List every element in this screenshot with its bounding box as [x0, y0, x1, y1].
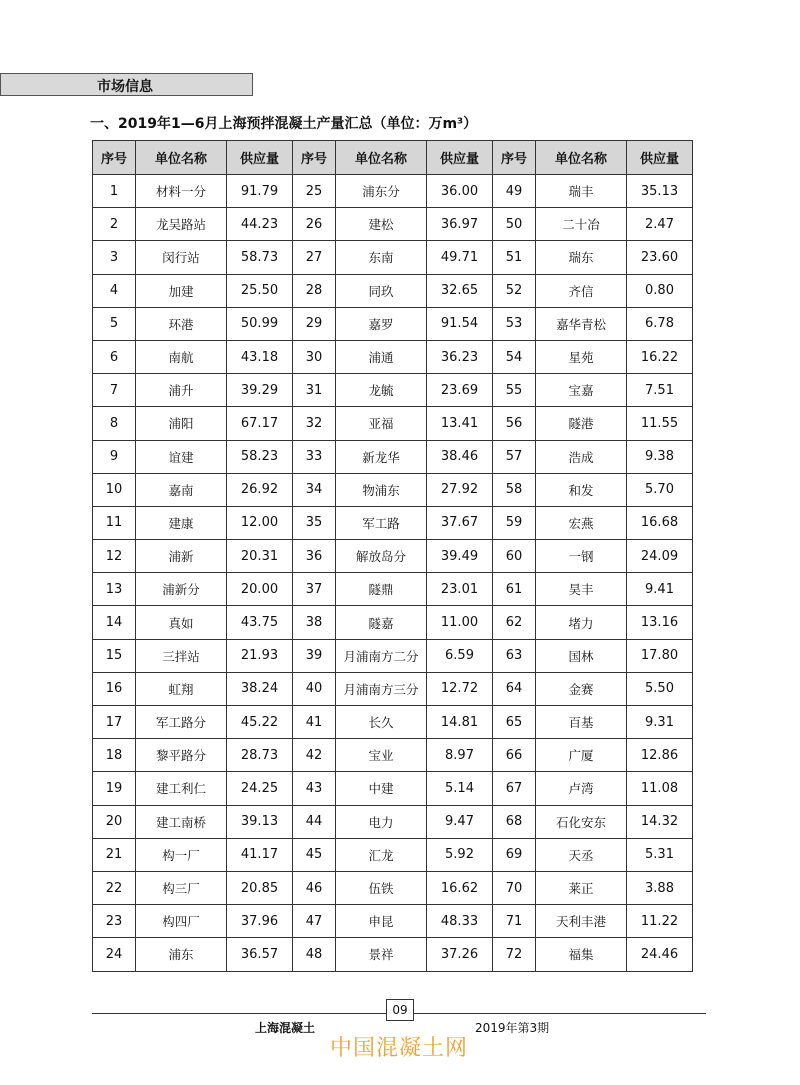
- table-row: [93, 606, 693, 639]
- table-cell: 一钢: [536, 540, 627, 573]
- table-cell: 中建: [336, 772, 427, 805]
- table-cell: 61: [493, 573, 536, 606]
- table-cell: 15: [93, 639, 136, 672]
- table-cell: 62: [493, 606, 536, 639]
- table-cell: 17: [93, 706, 136, 739]
- table-cell: 军工路: [336, 506, 427, 539]
- table-row: [93, 706, 693, 739]
- table-cell: 44.23: [227, 208, 293, 241]
- table-cell: 25.50: [227, 274, 293, 307]
- table-cell: 34: [293, 473, 336, 506]
- table-cell: 37: [293, 573, 336, 606]
- table-cell: 27.92: [427, 473, 493, 506]
- table-row: [93, 506, 693, 539]
- table-cell: 67: [493, 772, 536, 805]
- table-row: [93, 374, 693, 407]
- table-cell: 5.92: [427, 838, 493, 871]
- table-cell: 39.49: [427, 540, 493, 573]
- table-cell: 23.69: [427, 374, 493, 407]
- table-cell: 构一厂: [136, 838, 227, 871]
- table-cell: 65: [493, 706, 536, 739]
- table-cell: 建康: [136, 506, 227, 539]
- table-cell: 22: [93, 871, 136, 904]
- table-cell: 新龙华: [336, 440, 427, 473]
- table-cell: 12.72: [427, 672, 493, 705]
- table-row: [93, 938, 693, 971]
- table-cell: 隧港: [536, 407, 627, 440]
- table-cell: 天丞: [536, 838, 627, 871]
- table-cell: 虹翔: [136, 672, 227, 705]
- table-cell: 24.25: [227, 772, 293, 805]
- table-cell: 环港: [136, 307, 227, 340]
- table-row: [93, 241, 693, 274]
- table-cell: 20.00: [227, 573, 293, 606]
- table-cell: 23.60: [627, 241, 693, 274]
- table-cell: 49: [493, 175, 536, 208]
- table-cell: 电力: [336, 805, 427, 838]
- table-cell: 1: [93, 175, 136, 208]
- table-cell: 54: [493, 340, 536, 373]
- table-cell: 真如: [136, 606, 227, 639]
- table-cell: 26.92: [227, 473, 293, 506]
- table-cell: 20: [93, 805, 136, 838]
- table-row: [93, 208, 693, 241]
- table-cell: 56: [493, 407, 536, 440]
- table-header-cell: 单位名称: [336, 141, 427, 175]
- table-cell: 福集: [536, 938, 627, 971]
- table-body: [93, 175, 693, 972]
- table-cell: 13.16: [627, 606, 693, 639]
- table-row: [93, 805, 693, 838]
- table-cell: 58: [493, 473, 536, 506]
- table-cell: 32.65: [427, 274, 493, 307]
- table-cell: 浦新分: [136, 573, 227, 606]
- table-cell: 31: [293, 374, 336, 407]
- table-cell: 63: [493, 639, 536, 672]
- table-cell: 6.59: [427, 639, 493, 672]
- table-cell: 宝嘉: [536, 374, 627, 407]
- table-cell: 41: [293, 706, 336, 739]
- table-cell: 48.33: [427, 905, 493, 938]
- table-cell: 36.00: [427, 175, 493, 208]
- table-cell: 26: [293, 208, 336, 241]
- table-cell: 百基: [536, 706, 627, 739]
- table-cell: 58.23: [227, 440, 293, 473]
- table-cell: 91.79: [227, 175, 293, 208]
- table-cell: 5.14: [427, 772, 493, 805]
- table-cell: 50.99: [227, 307, 293, 340]
- table-cell: 17.80: [627, 639, 693, 672]
- table-cell: 浦东: [136, 938, 227, 971]
- table-header-cell: 供应量: [627, 141, 693, 175]
- table-cell: 浦阳: [136, 407, 227, 440]
- table-cell: 隧鼎: [336, 573, 427, 606]
- table-cell: 23.01: [427, 573, 493, 606]
- table-cell: 伍铁: [336, 871, 427, 904]
- table-cell: 黎平路分: [136, 739, 227, 772]
- table-cell: 南航: [136, 340, 227, 373]
- page-number: 09: [386, 999, 414, 1021]
- table-cell: 材料一分: [136, 175, 227, 208]
- table-cell: 7.51: [627, 374, 693, 407]
- table-cell: 68: [493, 805, 536, 838]
- table-cell: 龙吴路站: [136, 208, 227, 241]
- table-cell: 42: [293, 739, 336, 772]
- table-cell: 16.22: [627, 340, 693, 373]
- table-cell: 5: [93, 307, 136, 340]
- table-cell: 宝业: [336, 739, 427, 772]
- table-cell: 24.09: [627, 540, 693, 573]
- table-cell: 广厦: [536, 739, 627, 772]
- table-cell: 46: [293, 871, 336, 904]
- table-row: [93, 871, 693, 904]
- table-row: [93, 739, 693, 772]
- table-cell: 11.55: [627, 407, 693, 440]
- table-cell: 36: [293, 540, 336, 573]
- table-cell: 35.13: [627, 175, 693, 208]
- table-cell: 12.00: [227, 506, 293, 539]
- table-cell: 9.38: [627, 440, 693, 473]
- table-cell: 6: [93, 340, 136, 373]
- table-cell: 71: [493, 905, 536, 938]
- table-cell: 30: [293, 340, 336, 373]
- table-cell: 18: [93, 739, 136, 772]
- table-header-cell: 序号: [93, 141, 136, 175]
- table-cell: 25: [293, 175, 336, 208]
- table-cell: 嘉南: [136, 473, 227, 506]
- section-header-label: 市场信息: [97, 79, 153, 95]
- table-cell: 3.88: [627, 871, 693, 904]
- table-cell: 36.57: [227, 938, 293, 971]
- table-row: [93, 340, 693, 373]
- table-cell: 建工南桥: [136, 805, 227, 838]
- table-cell: 11.08: [627, 772, 693, 805]
- table-cell: 隧嘉: [336, 606, 427, 639]
- table-cell: 11.22: [627, 905, 693, 938]
- table-row: [93, 307, 693, 340]
- table-cell: 龙毓: [336, 374, 427, 407]
- table-cell: 浩成: [536, 440, 627, 473]
- table-cell: 43.18: [227, 340, 293, 373]
- table-cell: 52: [493, 274, 536, 307]
- table-cell: 浦新: [136, 540, 227, 573]
- table-cell: 5.50: [627, 672, 693, 705]
- table-cell: 24: [93, 938, 136, 971]
- table-cell: 69: [493, 838, 536, 871]
- table-row: [93, 473, 693, 506]
- table-cell: 27: [293, 241, 336, 274]
- table-cell: 军工路分: [136, 706, 227, 739]
- table-header-cell: 供应量: [427, 141, 493, 175]
- table-cell: 三拌站: [136, 639, 227, 672]
- table-cell: 91.54: [427, 307, 493, 340]
- table-cell: 浦通: [336, 340, 427, 373]
- table-cell: 7: [93, 374, 136, 407]
- table-cell: 6.78: [627, 307, 693, 340]
- table-cell: 14.32: [627, 805, 693, 838]
- table-cell: 建松: [336, 208, 427, 241]
- table-cell: 卢湾: [536, 772, 627, 805]
- table-row: [93, 540, 693, 573]
- table-cell: 闵行站: [136, 241, 227, 274]
- table-row: [93, 905, 693, 938]
- table-row: [93, 175, 693, 208]
- table-cell: 长久: [336, 706, 427, 739]
- table-cell: 39.29: [227, 374, 293, 407]
- table-cell: 同玖: [336, 274, 427, 307]
- table-row: [93, 573, 693, 606]
- table-cell: 37.67: [427, 506, 493, 539]
- footer-rule-right: [412, 1013, 706, 1014]
- table-cell: 10: [93, 473, 136, 506]
- table-cell: 嘉罗: [336, 307, 427, 340]
- table-header-cell: 序号: [493, 141, 536, 175]
- table-cell: 16: [93, 672, 136, 705]
- table-cell: 14: [93, 606, 136, 639]
- table-cell: 昊丰: [536, 573, 627, 606]
- table-cell: 8: [93, 407, 136, 440]
- table-cell: 21: [93, 838, 136, 871]
- table-cell: 天利丰港: [536, 905, 627, 938]
- table-cell: 5.31: [627, 838, 693, 871]
- table-cell: 66: [493, 739, 536, 772]
- table-cell: 齐信: [536, 274, 627, 307]
- table-cell: 48: [293, 938, 336, 971]
- table-row: [93, 440, 693, 473]
- table-cell: 5.70: [627, 473, 693, 506]
- table-cell: 40: [293, 672, 336, 705]
- table-cell: 景祥: [336, 938, 427, 971]
- table-cell: 建工利仁: [136, 772, 227, 805]
- table-cell: 35: [293, 506, 336, 539]
- table-cell: 瑞丰: [536, 175, 627, 208]
- table-cell: 29: [293, 307, 336, 340]
- table-cell: 申昆: [336, 905, 427, 938]
- table-cell: 39.13: [227, 805, 293, 838]
- table-row: [93, 838, 693, 871]
- table-cell: 33: [293, 440, 336, 473]
- table-cell: 物浦东: [336, 473, 427, 506]
- table-cell: 16.62: [427, 871, 493, 904]
- table-title: 一、2019年1—6月上海预拌混凝土产量汇总（单位：万m³）: [90, 116, 478, 132]
- table-cell: 二十冶: [536, 208, 627, 241]
- table-cell: 14.81: [427, 706, 493, 739]
- table-row: [93, 639, 693, 672]
- section-header: [0, 73, 253, 96]
- table-cell: 57: [493, 440, 536, 473]
- table-cell: 38: [293, 606, 336, 639]
- table-cell: 莱正: [536, 871, 627, 904]
- footer-rule-left: [92, 1013, 386, 1014]
- table-cell: 72: [493, 938, 536, 971]
- table-row: [93, 672, 693, 705]
- table-cell: 月浦南方二分: [336, 639, 427, 672]
- table-cell: 谊建: [136, 440, 227, 473]
- table-cell: 堵力: [536, 606, 627, 639]
- table-cell: 38.46: [427, 440, 493, 473]
- table-cell: 9.47: [427, 805, 493, 838]
- table-cell: 构四厂: [136, 905, 227, 938]
- table-row: [93, 772, 693, 805]
- table-cell: 53: [493, 307, 536, 340]
- table-cell: 11: [93, 506, 136, 539]
- table-cell: 宏燕: [536, 506, 627, 539]
- watermark: 中国混凝土网: [330, 1036, 469, 1061]
- table-header-cell: 单位名称: [536, 141, 627, 175]
- table-header-cell: 单位名称: [136, 141, 227, 175]
- table-cell: 12.86: [627, 739, 693, 772]
- table-cell: 28.73: [227, 739, 293, 772]
- table-row: [93, 407, 693, 440]
- table-cell: 瑞东: [536, 241, 627, 274]
- table-cell: 9: [93, 440, 136, 473]
- issue-number: 2019年第3期: [475, 1021, 550, 1035]
- table-cell: 亚福: [336, 407, 427, 440]
- table-cell: 11.00: [427, 606, 493, 639]
- table-cell: 32: [293, 407, 336, 440]
- table-cell: 45: [293, 838, 336, 871]
- table-cell: 4: [93, 274, 136, 307]
- table-cell: 20.31: [227, 540, 293, 573]
- table-cell: 23: [93, 905, 136, 938]
- table-cell: 64: [493, 672, 536, 705]
- table-header-cell: 序号: [293, 141, 336, 175]
- production-table: [92, 140, 693, 972]
- table-cell: 9.31: [627, 706, 693, 739]
- table-cell: 55: [493, 374, 536, 407]
- table-cell: 2.47: [627, 208, 693, 241]
- table-cell: 8.97: [427, 739, 493, 772]
- table-cell: 12: [93, 540, 136, 573]
- table-cell: 24.46: [627, 938, 693, 971]
- table-cell: 20.85: [227, 871, 293, 904]
- table-cell: 58.73: [227, 241, 293, 274]
- table-cell: 月浦南方三分: [336, 672, 427, 705]
- table-cell: 金赛: [536, 672, 627, 705]
- table-cell: 构三厂: [136, 871, 227, 904]
- table-cell: 和发: [536, 473, 627, 506]
- table-cell: 国林: [536, 639, 627, 672]
- table-cell: 43: [293, 772, 336, 805]
- table-cell: 13.41: [427, 407, 493, 440]
- table-cell: 16.68: [627, 506, 693, 539]
- table-cell: 13: [93, 573, 136, 606]
- table-cell: 43.75: [227, 606, 293, 639]
- table-row: [93, 274, 693, 307]
- table-cell: 39: [293, 639, 336, 672]
- table-cell: 38.24: [227, 672, 293, 705]
- table-cell: 石化安东: [536, 805, 627, 838]
- table-cell: 21.93: [227, 639, 293, 672]
- table-cell: 45.22: [227, 706, 293, 739]
- table-cell: 2: [93, 208, 136, 241]
- table-cell: 28: [293, 274, 336, 307]
- table-cell: 37.96: [227, 905, 293, 938]
- table-cell: 0.80: [627, 274, 693, 307]
- table-cell: 星苑: [536, 340, 627, 373]
- table-cell: 36.23: [427, 340, 493, 373]
- table-cell: 51: [493, 241, 536, 274]
- table-cell: 67.17: [227, 407, 293, 440]
- table-cell: 嘉华青松: [536, 307, 627, 340]
- table-cell: 东南: [336, 241, 427, 274]
- table-header-row: [93, 141, 693, 175]
- table-cell: 59: [493, 506, 536, 539]
- table-cell: 60: [493, 540, 536, 573]
- table-cell: 50: [493, 208, 536, 241]
- table-cell: 70: [493, 871, 536, 904]
- table-cell: 浦东分: [336, 175, 427, 208]
- magazine-name: 上海混凝土: [255, 1021, 316, 1035]
- table-cell: 19: [93, 772, 136, 805]
- table-cell: 3: [93, 241, 136, 274]
- table-cell: 汇龙: [336, 838, 427, 871]
- table-cell: 解放岛分: [336, 540, 427, 573]
- table-cell: 49.71: [427, 241, 493, 274]
- table-header-cell: 供应量: [227, 141, 293, 175]
- table-cell: 浦升: [136, 374, 227, 407]
- table-cell: 37.26: [427, 938, 493, 971]
- table-cell: 41.17: [227, 838, 293, 871]
- table-cell: 加建: [136, 274, 227, 307]
- table-cell: 44: [293, 805, 336, 838]
- table-cell: 47: [293, 905, 336, 938]
- table-cell: 9.41: [627, 573, 693, 606]
- table-cell: 36.97: [427, 208, 493, 241]
